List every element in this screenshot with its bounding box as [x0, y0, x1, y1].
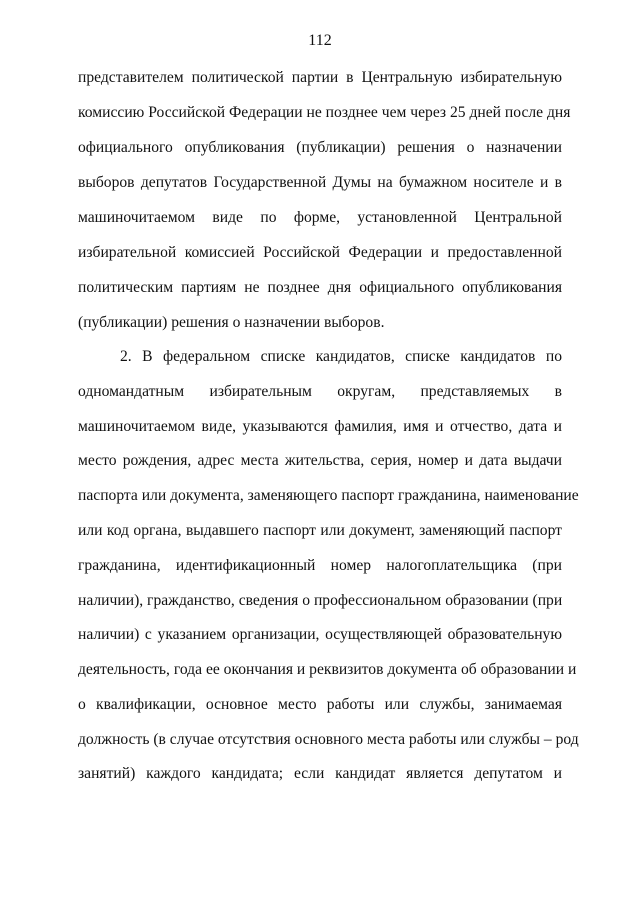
paragraph-1-line-3: официального опубликования (публикации) решения о назначении: [78, 139, 562, 156]
paragraph-2-line-10: деятельность, года ее окончания и реквизитов документа об образовании и: [78, 661, 577, 678]
paragraph-1-line-7: политическим партиям не позднее дня официального опубликования: [78, 279, 562, 296]
paragraph-2-line-2: одномандатным избирательным округам, представляемых в: [78, 383, 562, 400]
paragraph-2-line-11: о квалификации, основное место работы или службы, занимаемая: [78, 696, 562, 713]
paragraph-2-line-4: место рождения, адрес места жительства, серия, номер и дата выдачи: [78, 452, 562, 469]
paragraph-2-line-9: наличии) с указанием организации, осуществляющей образовательную: [78, 626, 562, 643]
paragraph-2-line-7: гражданина, идентификационный номер налогоплательщика (при: [78, 557, 562, 574]
paragraph-2-line-6: или код органа, выдавшего паспорт или документ, заменяющий паспорт: [78, 522, 562, 539]
paragraph-2-line-5: паспорта или документа, заменяющего паспорт гражданина, наименование: [78, 487, 579, 504]
paragraph-1-line-1: представителем политической партии в Центральную избирательную: [78, 69, 562, 86]
paragraph-1-line-6: избирательной комиссией Российской Федерации и предоставленной: [78, 244, 562, 261]
paragraph-2-line-8: наличии), гражданство, сведения о профессиональном образовании (при: [78, 592, 563, 609]
paragraph-1-line-5: машиночитаемом виде по форме, установленной Центральной: [78, 209, 562, 226]
paragraph-1-line-2: комиссию Российской Федерации не позднее чем через 25 дней после дня: [78, 104, 571, 121]
paragraph-2-line-13: занятий) каждого кандидата; если кандидат является депутатом и: [78, 765, 562, 782]
paragraph-2-line-3: машиночитаемом виде, указываются фамилия, имя и отчество, дата и: [78, 418, 562, 435]
paragraph-1-line-4: выборов депутатов Государственной Думы на бумажном носителе и в: [78, 174, 562, 191]
paragraph-1-line-8: (публикации) решения о назначении выборов.: [78, 314, 385, 331]
page-number: 112: [308, 32, 332, 49]
paragraph-2-line-1: 2. В федеральном списке кандидатов, списке кандидатов по: [120, 348, 562, 365]
paragraph-2-line-12: должность (в случае отсутствия основного места работы или службы – род: [78, 731, 579, 748]
